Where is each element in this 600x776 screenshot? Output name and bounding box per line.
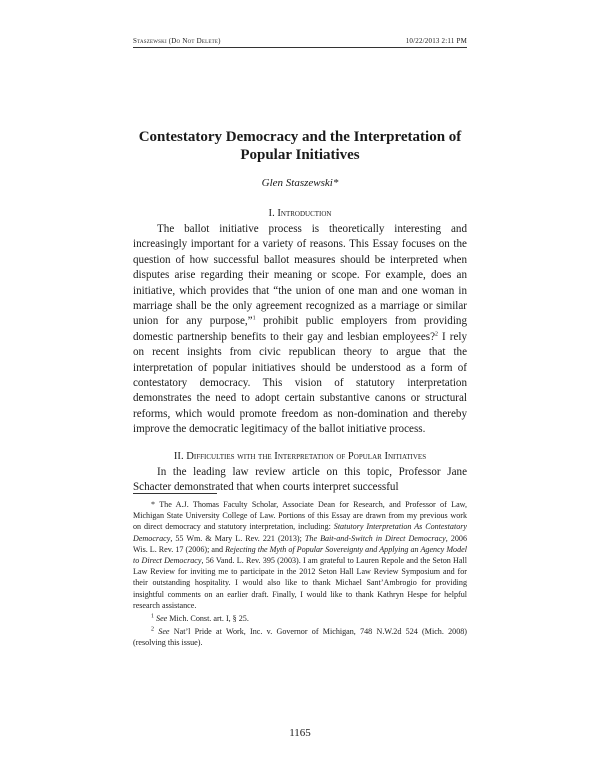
footnote-ref-2[interactable]: 2 — [435, 331, 439, 338]
footnote-number: 2 — [151, 626, 154, 633]
section-heading-introduction: I. Introduction — [268, 208, 332, 219]
footnote-citation-title: Rejecting the Myth of Popular Sovereignty and Applying an Agency Model to Direct Democracy — [133, 544, 467, 566]
footnote-citation-title: Statutory Interpretation As Contestatory Democracy — [133, 522, 468, 543]
footnote-citation-title: The Bait-and-Switch in Direct Democracy — [304, 533, 446, 543]
header-left: Staszewski (Do Not Delete) — [133, 37, 221, 45]
footnote-text: , 56 Vand. L. Rev. 395 (2003). I am grateful to Lauren Repole and the Seton Hall Law Review for inviting me to participate in the 2012 Seton Hall Law Review Symposium and for their outstanding hospitality. I would also like to thank Michael Sant’Ambrogio for providing insightful comments on an earlier draft. Finally, I would like to thank Kathryn Hespe for helpful research assistance. — [133, 556, 467, 610]
paragraph-text: prohibit public employers from providing domestic partnership benefits to their gay and lesbian employees? — [133, 315, 467, 343]
footnote-1 — [133, 613, 467, 624]
footnote-star — [133, 499, 467, 611]
paragraph-text: The ballot initiative process is theoretically interesting and increasingly important for a variety of reasons. This Essay focuses on the question of how successful ballot measures should be interpreted when disputes arise regarding their meaning or scope. For example, does an initiative, which provides that “the union of one man and one woman in marriage shall be the only agreement recognized as a marriage or similar union for any purpose,” — [133, 223, 467, 328]
footnote-text: , 55 Wm. & Mary L. Rev. 221 (2013); — [170, 533, 305, 543]
signal-see: See — [156, 614, 168, 624]
signal-see: See — [158, 627, 170, 637]
footnote-ref-1[interactable]: 1 — [252, 315, 256, 322]
author-name: Glen Staszewski* — [261, 177, 339, 189]
paragraph-text: I rely on recent insights from civic republican theory to argue that the interpretation of popular initiatives should be understood as a form of contestatory democracy. This vision of statutory interpretation demonstrates the need to adopt certain substantive canons or structural reforms, which would promote freedom as non-domination and thereby improve the democratic legitimacy of the ballot initiative process. — [133, 330, 467, 436]
article-title: Contestatory Democracy and the Interpretation of Popular Initiatives — [138, 129, 462, 163]
header-right: 10/22/2013 2:11 PM — [405, 37, 467, 45]
page-number: 1165 — [289, 727, 311, 739]
paragraph-introduction — [133, 222, 467, 438]
running-header — [133, 37, 467, 48]
section-heading-difficulties: II. Difficulties with the Interpretation of Popular Initiatives — [173, 451, 427, 462]
footnote-divider — [133, 493, 217, 494]
footnote-text: , 2006 Wis. L. Rev. 17 (2006); and — [133, 533, 468, 554]
footnote-text: Nat’l Pride at Work, Inc. v. Governor of Michigan, 748 N.W.2d 524 (Mich. 2008) (resolving this issue). — [133, 627, 468, 648]
footnote-text: Mich. Const. art. I, § 25. — [167, 614, 249, 624]
footnote-text: * The A.J. Thomas Faculty Scholar, Associate Dean for Research, and Professor of Law, Michigan State University College of Law. Portions of this Essay are drawn from my previous work on direct democracy and statutory interpretation, including: — [133, 500, 467, 532]
footnote-number: 1 — [151, 613, 154, 620]
footnotes — [133, 499, 467, 651]
footnote-2 — [133, 626, 467, 648]
paragraph-difficulties: In the leading law review article on this topic, Professor Jane Schacter demonstrated that when courts interpret successful — [133, 466, 467, 494]
